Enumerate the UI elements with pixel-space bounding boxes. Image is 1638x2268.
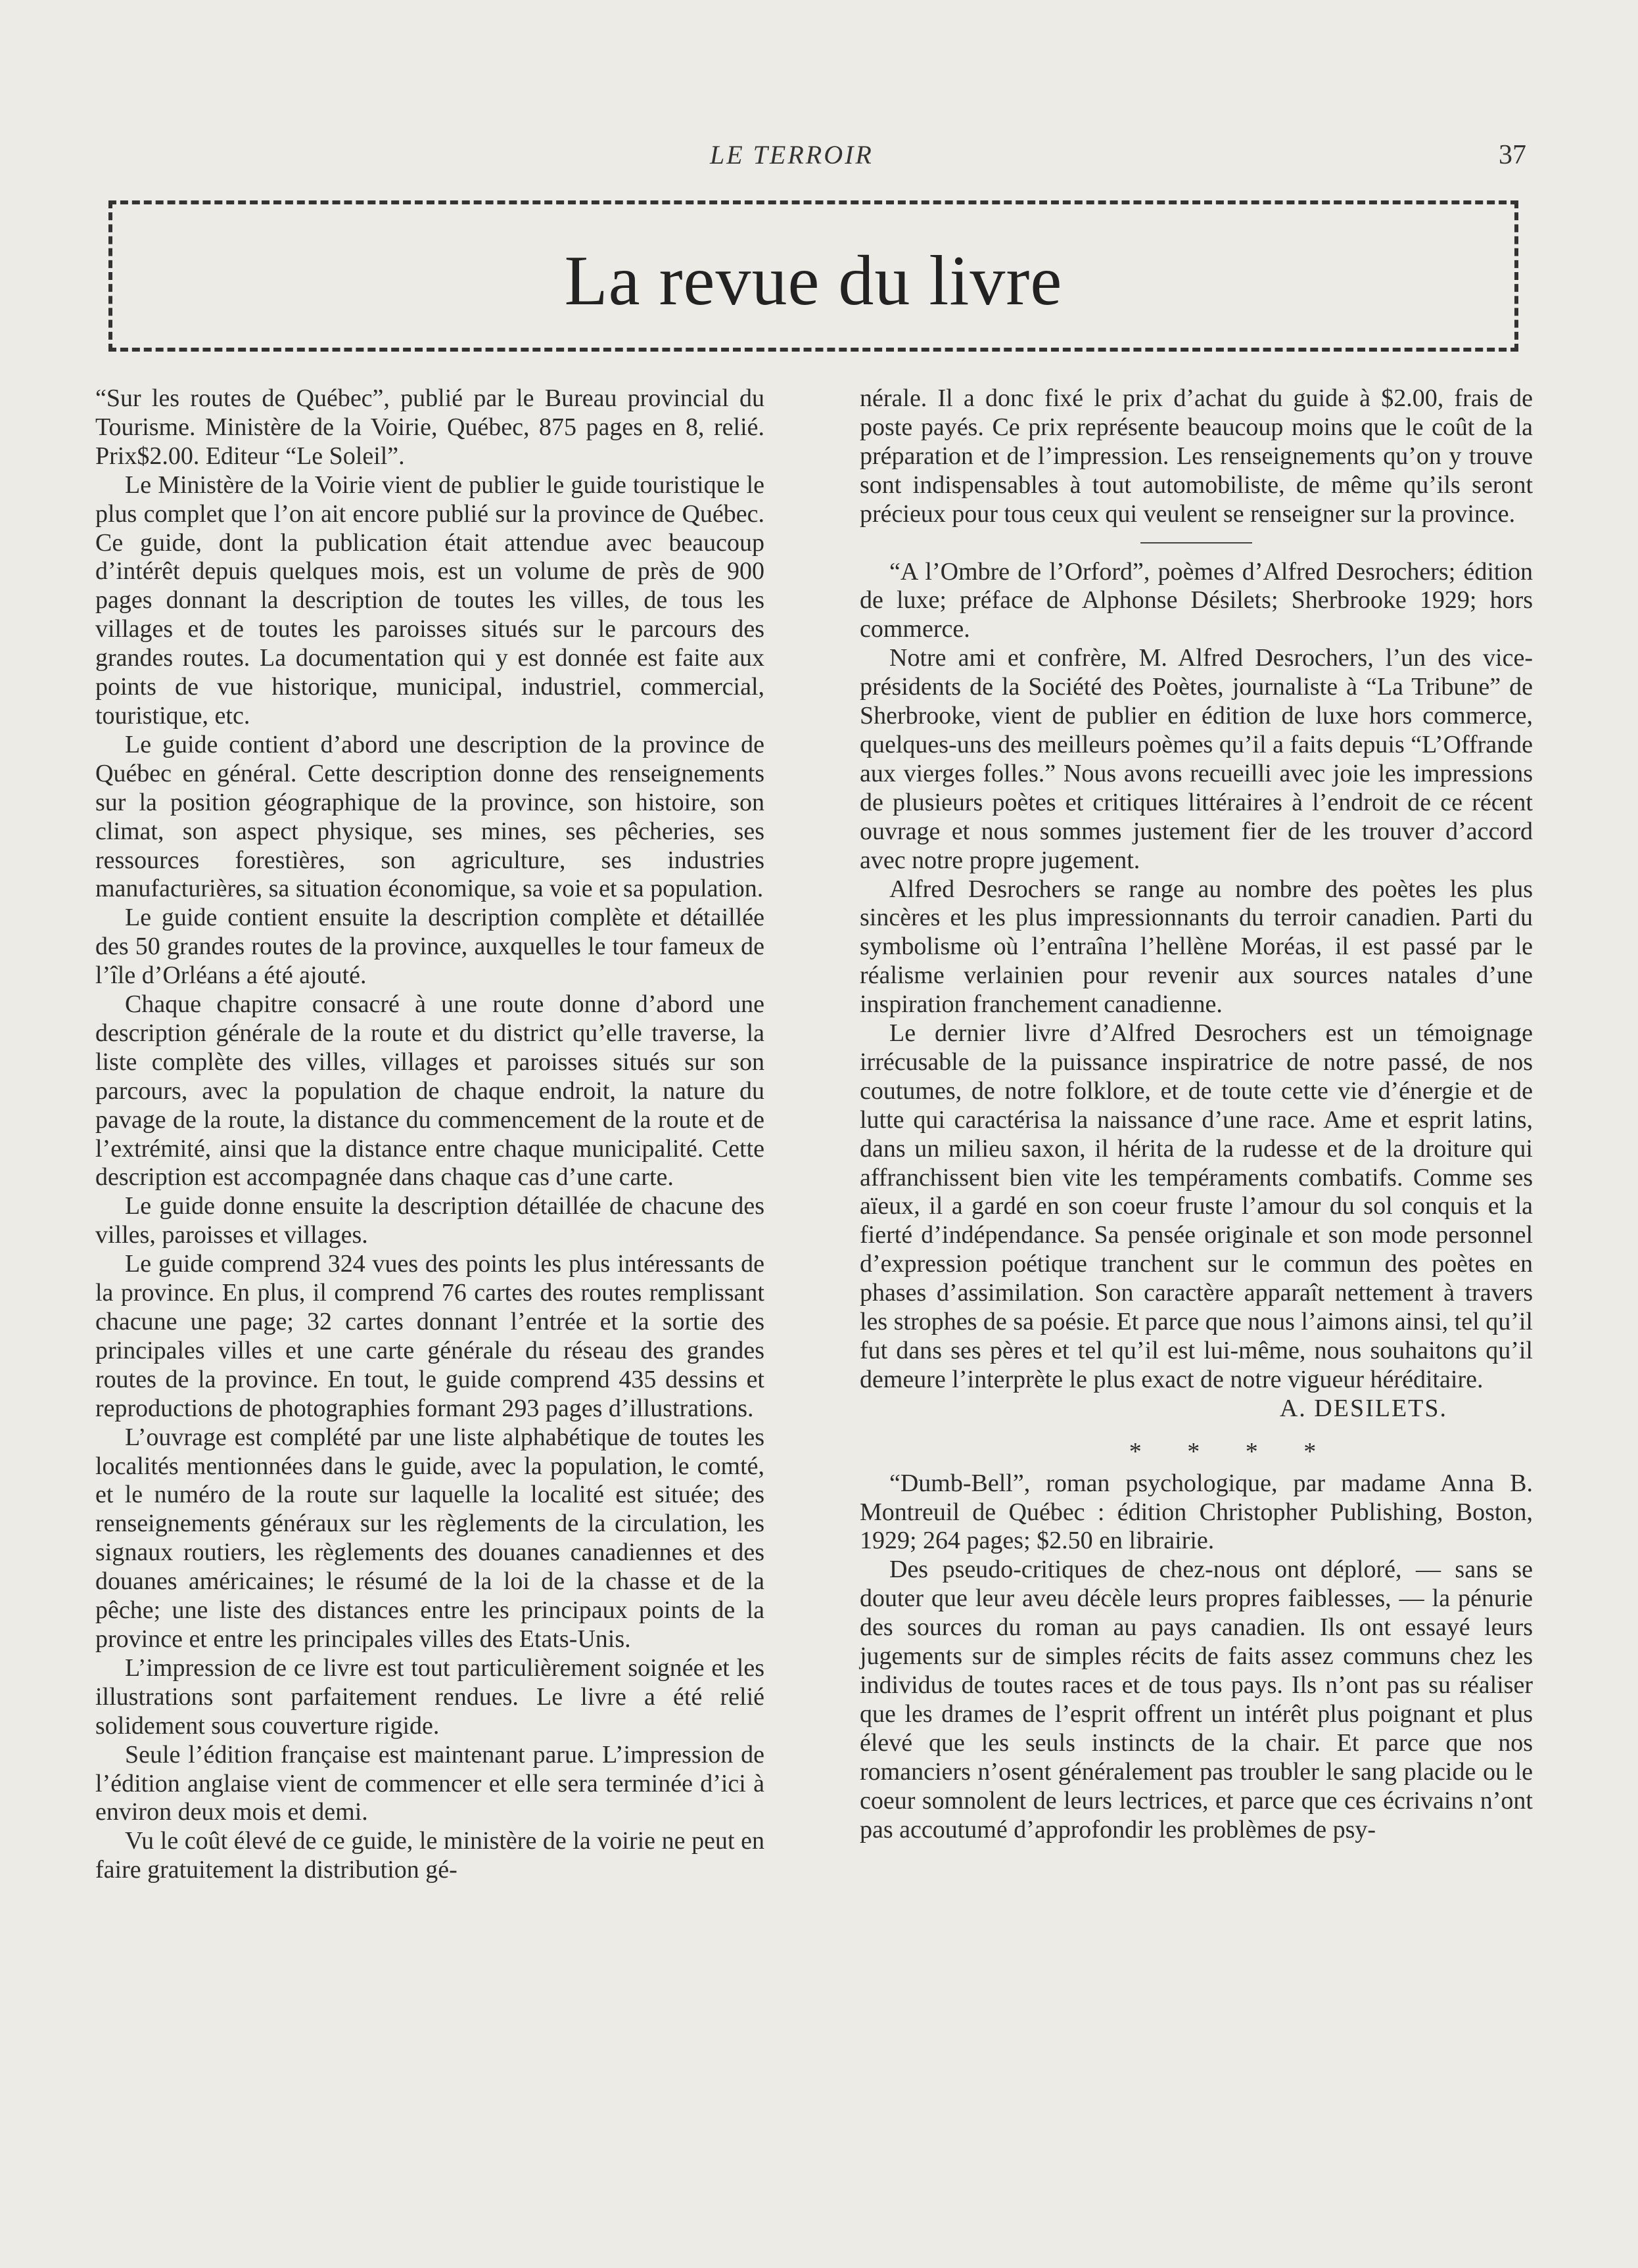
paragraph: Alfred Desrochers se range au nombre des poètes les plus sincères et les plus impressionnants du terroir canadien. Parti du symbolisme où l’entraîna l’hellène Moréas, il est passé par le réalisme verlainien pour revenir aux sources natales d’une inspiration franchement canadienne.: [860, 875, 1533, 1019]
paragraph: Des pseudo-critiques de chez-nous ont déploré, — sans se douter que leur aveu décèle leurs propres faiblesses, — la pénurie des sources du roman au pays canadien. Ils ont essayé leurs jugements sur de simples récits de faits assez communs chez les individus de toutes races et de tous pays. Ils n’ont pas su réaliser que les drames de l’esprit offrent un intérêt plus poignant et plus élevé que les seuls instincts de la chair. Et parce que nos romanciers n’osent généralement pas troubler le sang placide ou le coeur somnolent de leurs lectrices, et parce que ces écrivains n’ont pas accoutumé d’approfondir les problèmes de psy-: [860, 1556, 1533, 1843]
running-title: LE TERROIR: [710, 140, 874, 170]
right-column: [860, 384, 1533, 1844]
paragraph: Vu le coût élevé de ce guide, le ministère de la voirie ne peut en faire gratuitement la distribution gé-: [95, 1827, 764, 1884]
section-title-frame: [108, 200, 1518, 352]
paragraph: Le guide donne ensuite la description détaillée de chacune des villes, paroisses et villages.: [95, 1192, 764, 1249]
paragraph: Notre ami et confrère, M. Alfred Desrochers, l’un des vice-présidents de la Société des Poètes, journaliste à “La Tribune” de Sherbrooke, vient de publier en édition de luxe hors commerce, quelques-uns des meilleurs poèmes qu’il a faits depuis “L’Offrande aux vierges folles.” Nous avons recueilli avec joie les impressions de plusieurs poètes et critiques littéraires à l’endroit de ce récent ouvrage et nous sommes justement fier de les trouver d’accord avec notre propre jugement.: [860, 644, 1533, 874]
review-1-heading: “Sur les routes de Québec”, publié par le Bureau provincial du Tourisme. Ministère de la Voirie, Québec, 875 pages en 8, relié. Prix$2.00. Editeur “Le Soleil”.: [95, 384, 764, 470]
review-2-heading: “A l’Ombre de l’Orford”, poèmes d’Alfred Desrochers; édition de luxe; préface de Alphonse Désilets; Sherbrooke 1929; hors commerce.: [860, 557, 1533, 643]
paragraph: Seule l’édition française est maintenant parue. L’impression de l’édition anglaise vient de commencer et elle sera terminée d’ici à environ deux mois et demi.: [95, 1740, 764, 1826]
page-number: 37: [1499, 140, 1526, 170]
paragraph: L’impression de ce livre est tout particulièrement soignée et les illustrations sont parfaitement rendues. Le livre a été relié solidement sous couverture rigide.: [95, 1654, 764, 1740]
paragraph: Le dernier livre d’Alfred Desrochers est un témoignage irrécusable de la puissance inspiratrice de notre passé, de nos coutumes, de notre folklore, et de toute cette vie d’énergie et de lutte qui caractérisa la naissance d’une race. Ame et esprit latins, dans un milieu saxon, il hérita de la rudesse et de la droiture qui affranchissent bien vite les tempéraments combatifs. Comme ses aïeux, il a gardé en son coeur fruste l’amour du sol conquis et la fierté d’indépendance. Sa pensée originale et son mode personnel d’expression poétique tranchent sur le commun des poètes en phases d’assimilation. Son caractère apparaît nettement à travers les strophes de sa poésie. Et parce que nous l’aimons ainsi, tel qu’il fut dans ses pères et tel qu’il est lui-même, nous souhaitons qu’il demeure l’interprète le plus exact de notre vigueur héréditaire.: [860, 1019, 1533, 1393]
paragraph: L’ouvrage est complété par une liste alphabétique de toutes les localités mentionnées dans le guide, avec la population, le comté, et le numéro de la route sur laquelle la localité est située; des renseignements généraux sur les règlements de la circulation, les signaux routiers, les règlements des douanes canadiennes et des douanes américaines; le résumé de la loi de la chasse et de la pêche; une liste des distances entre les principaux points de la province et entre les principales villes des Etats-Unis.: [95, 1423, 764, 1653]
signature: A. DESILETS.: [1279, 1394, 1447, 1422]
review-3-heading: “Dumb-Bell”, roman psychologique, par madame Anna B. Montreuil de Québec : édition Christopher Publishing, Boston, 1929; 264 pages; $2.50 en librairie.: [860, 1469, 1533, 1555]
paragraph: Chaque chapitre consacré à une route donne d’abord une description générale de la route et du district qu’elle traverse, la liste complète des villes, villages et paroisses situés sur son parcours, avec la population de chaque endroit, la nature du pavage de la route, la distance du commencement de la route et de l’extrémité, ainsi que la distance entre chaque municipalité. Cette description est accompagnée dans chaque cas d’une carte.: [95, 990, 764, 1192]
paragraph: Le guide contient d’abord une description de la province de Québec en général. Cette description donne des renseignements sur la position géographique de la province, son histoire, son climat, son aspect physique, ses mines, ses pêcheries, ses ressources forestières, son agriculture, ses industries manufacturières, sa situation économique, sa voie et sa population.: [95, 730, 764, 903]
paragraph: Le Ministère de la Voirie vient de publier le guide touristique le plus complet que l’on ait encore publié sur la province de Québec. Ce guide, dont la publication était attendue avec beaucoup d’intérêt depuis quelques mois, est un volume de près de 900 pages donnant la description de toutes les villes, de tous les villages et de toutes les paroisses situés sur le parcours des grandes routes. La documentation qui y est donnée est faite aux points de vue historique, municipal, industriel, commercial, touristique, etc.: [95, 471, 764, 729]
asterism-separator: * * * *: [1129, 1437, 1336, 1466]
left-column: [95, 384, 764, 1885]
paragraph: Le guide comprend 324 vues des points les plus intéressants de la province. En plus, il comprend 76 cartes des routes remplissant chacune une page; 32 cartes donnant l’entrée et la sortie des principales villes et une carte générale du réseau des grandes routes de la province. En tout, le guide comprend 435 dessins et reproductions de photographies formant 293 pages d’illustrations.: [95, 1250, 764, 1422]
paragraph: Le guide contient ensuite la description complète et détaillée des 50 grandes routes de la province, auxquelles le tour fameux de l’île d’Orléans a été ajouté.: [95, 904, 764, 990]
section-divider: [1140, 542, 1252, 544]
section-title: La revue du livre: [564, 242, 1063, 320]
paragraph-continuation: nérale. Il a donc fixé le prix d’achat du guide à $2.00, frais de poste payés. Ce prix représente beaucoup moins que le coût de la préparation et de l’impression. Les renseignements qu’on y trouve sont indispensables à tout automobiliste, de même qu’ils seront précieux pour tous ceux qui veulent se renseigner sur la province.: [860, 384, 1533, 528]
